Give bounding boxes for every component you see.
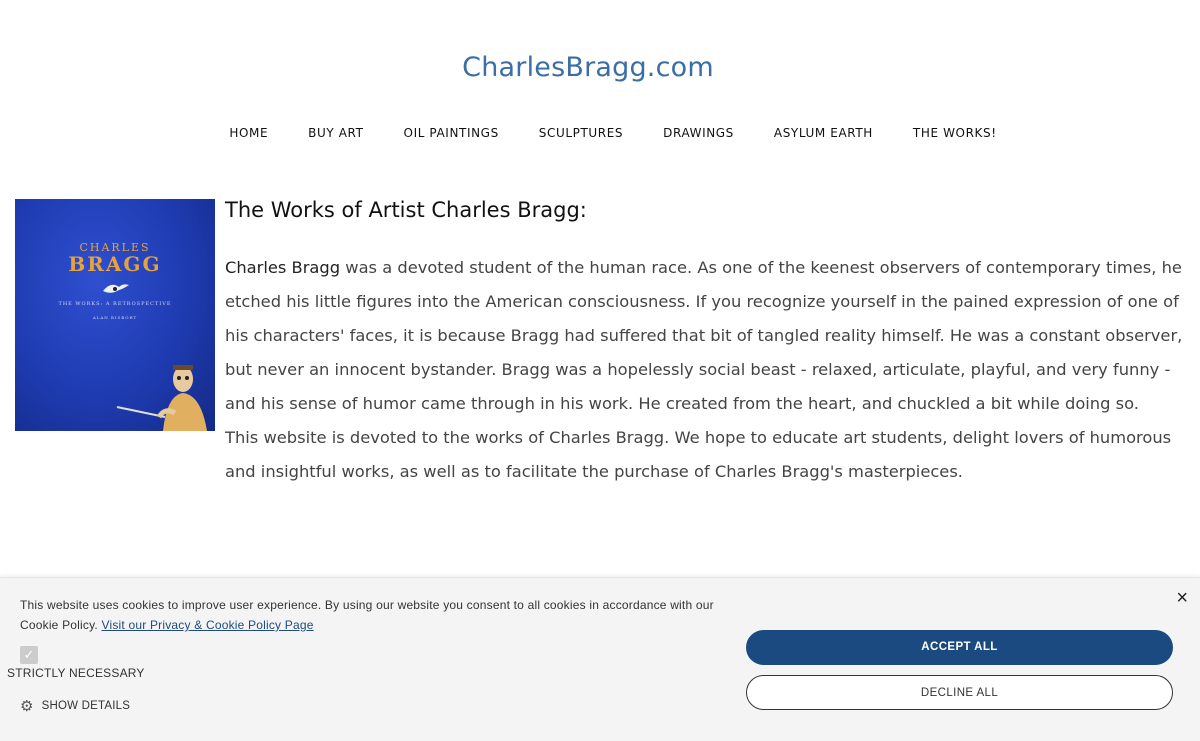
nav-drawings[interactable]: DRAWINGS: [663, 126, 734, 140]
cover-artist-figure: [115, 359, 215, 431]
cover-line-2: BRAGG: [68, 252, 162, 276]
show-details-toggle[interactable]: [20, 697, 130, 715]
cookie-message: [20, 595, 720, 635]
close-icon[interactable]: ×: [1176, 587, 1188, 609]
nav-buy-art[interactable]: BUY ART: [308, 126, 364, 140]
nav-oil-paintings[interactable]: OIL PAINTINGS: [403, 126, 499, 140]
strictly-necessary-checkbox[interactable]: ✓: [20, 646, 38, 664]
cookie-policy-link[interactable]: Visit our Privacy & Cookie Policy Page: [101, 618, 314, 632]
show-details-label: SHOW DETAILS: [41, 700, 131, 712]
cover-bird-illustration: [101, 279, 131, 299]
intro-paragraph-1-text: was a devoted student of the human race. As one of the keenest observers of contemporary times, he etched his little figures into the American consciousness. If you recognize yourself in the pained expression of one of his characters' faces, it is because Bragg had suffered that bit of tangled reality himself. He was a constant observer, but never an innocent bystander. Bragg was a hopelessly social beast - relaxed, articulate, playful, and very funny - and his sense of humor came through in his work. He created from the heart, and chuckled a bit while doing so.: [225, 258, 1183, 413]
page-heading: The Works of Artist Charles Bragg:: [225, 198, 587, 222]
cover-line-3: THE WORKS: A RETROSPECTIVE: [58, 301, 172, 307]
strictly-necessary-label: STRICTLY NECESSARY: [7, 666, 145, 680]
cover-line-1: CHARLES: [79, 241, 151, 254]
cookie-text: This website uses cookies to improve user experience. By using our website you consent to all cookies in accordance with our Cookie Policy.: [20, 598, 714, 632]
intro-text: [225, 251, 1185, 489]
nav-the-works[interactable]: THE WORKS!: [912, 126, 997, 140]
artist-name: Charles Bragg: [225, 258, 341, 277]
main-nav: [0, 126, 1200, 140]
nav-home[interactable]: HOME: [229, 126, 269, 140]
intro-paragraph-2: This website is devoted to the works of Charles Bragg. We hope to educate art students, delight lovers of humorous and insightful works, as well as to facilitate the purchase of Charles Bragg's masterpieces.: [225, 428, 1172, 481]
accept-all-button[interactable]: ACCEPT ALL: [746, 630, 1173, 665]
nav-asylum-earth[interactable]: ASYLUM EARTH: [773, 126, 873, 140]
book-cover-image: [15, 199, 215, 431]
decline-all-button[interactable]: DECLINE ALL: [746, 675, 1173, 710]
cover-line-4: ALAN BISBORT: [92, 315, 138, 320]
cookie-banner: [0, 577, 1200, 741]
intro-paragraph-1: [225, 251, 1185, 421]
gear-icon: ⚙: [20, 698, 34, 715]
site-title[interactable]: CharlesBragg.com: [462, 52, 714, 83]
nav-sculptures[interactable]: SCULPTURES: [538, 126, 624, 140]
